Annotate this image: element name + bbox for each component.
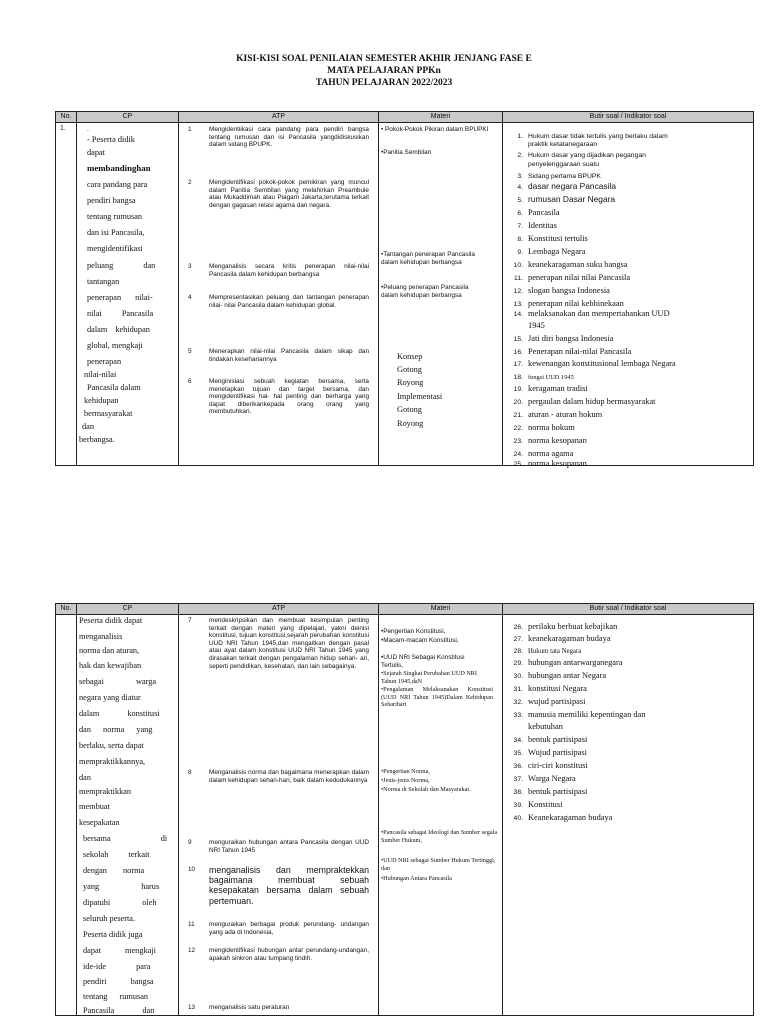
cp-line: berbangsa. xyxy=(79,435,115,444)
atp-item: Mengidentifikasi pokok-pokok pemikiran yang muncul dalam Panitia Sembilan yang melahirkan Preambule atau Mukaddimah atau Piagam Jakarta,terutama terkait dengan gagasan relasi agama dan negara. xyxy=(209,179,369,209)
atp-item: menguraikan hubungan antara Pancasila dengan UUD NRI Tahun 1945 xyxy=(209,839,369,854)
cp-line: pendiri bangsa xyxy=(87,196,136,205)
butir-item: 8. Konstitusi tertulis xyxy=(517,234,588,243)
cp-cell xyxy=(77,615,179,1016)
atp-number: 8 xyxy=(188,769,192,776)
butir-item: 35. Wujud partisipasi xyxy=(513,748,587,757)
butir-item: 20. pergaulan dalam hidup bermasyarakat xyxy=(513,397,656,406)
cp-line: cara pandang para xyxy=(87,180,148,189)
cp-line: . xyxy=(87,126,89,133)
butir-item: 30. hubungan antar Negara xyxy=(513,671,607,680)
materi-item: Royong xyxy=(397,419,424,428)
materi-item: Implementasi xyxy=(397,392,443,401)
header-no: No. xyxy=(56,604,77,615)
atp-number: 7 xyxy=(188,617,192,624)
atp-number: 11 xyxy=(188,921,195,928)
butir-item: penyelenggaraan suatu xyxy=(528,161,600,168)
cp-line: berlaku, serta dapat xyxy=(79,741,144,750)
cp-line: membuat xyxy=(79,802,110,811)
header-butir: Butir soal / Indikator soal xyxy=(503,604,754,615)
cp-line: dengan norma xyxy=(83,866,145,875)
header-cp: CP xyxy=(77,112,179,123)
butir-item: 15. Jati diri bangsa Indonesia xyxy=(513,334,614,343)
atp-number: 5 xyxy=(188,348,192,355)
cp-line: kesepakatan xyxy=(79,818,120,827)
cp-line: dan isi Pancasila, xyxy=(87,228,145,237)
butir-item: 34. bentuk partisipasi xyxy=(513,735,588,744)
butir-item: 39. Konstitusi xyxy=(513,800,563,809)
row-number: 1. xyxy=(60,125,66,132)
table-row xyxy=(56,615,754,1016)
cp-line: yang harus xyxy=(83,882,160,891)
row-number-cell xyxy=(56,123,77,466)
cp-line: mempraktikkannya, xyxy=(79,757,146,766)
atp-item: Menerapkan nilai-nilai Pancasila dalam sikap dan tindakan kesehariannya xyxy=(209,348,369,363)
atp-item: Menginisiasi sebuah kegiatan bersama, serta menetapkan tujuan dan target bersama, dan mengidentifikasi hal- hal penting dan berharga yang dapat diberikankepada orang orang yang membutuhkan. xyxy=(209,378,369,416)
butir-item: 12. slogan bangsa Indonesia xyxy=(513,286,610,295)
cp-line: mempraktikkan xyxy=(79,787,132,796)
cp-line: tentang rumusan xyxy=(83,992,149,1001)
cp-line: hak dan kewajiban xyxy=(79,661,142,670)
butir-item: 31. konstitusi Negara xyxy=(513,684,587,693)
table-header-row xyxy=(56,604,754,615)
cp-line: sebagai warga xyxy=(79,677,157,686)
cp-line: kehidupan xyxy=(84,396,119,405)
cp-line: norma dan aturan, xyxy=(79,646,140,655)
cp-line: dipatuhi oleh xyxy=(83,898,157,907)
atp-number: 3 xyxy=(188,263,192,270)
materi-item: •Jenis-jenis Norma, xyxy=(381,777,430,784)
materi-item: •Pengalaman Melaksanakan Konstitusi (UUD NRI Tahun 1945)Dalam Kehidupan Seharihari xyxy=(381,686,493,709)
materi-item: Gotong xyxy=(397,405,422,414)
table-header-row xyxy=(56,112,754,123)
table-row xyxy=(56,123,754,466)
cp-line: tentang rumusan xyxy=(87,212,143,221)
butir-item: 22. norma hokum xyxy=(513,423,575,432)
cp-line: dapat xyxy=(87,148,105,157)
cp-line: dalam kehidupan xyxy=(87,325,150,334)
butir-item: 21. aturan - aturan hokum xyxy=(513,410,603,419)
atp-number: 9 xyxy=(188,839,192,846)
butir-item: 24. norma agama xyxy=(513,449,574,458)
materi-item: • Pokok-Pokok Pikiran dalam BPUPKI xyxy=(381,126,489,133)
materi-item: •Macam-macam Konstitusi, xyxy=(381,637,459,644)
butir-item: 40. Keanekaragaman budaya xyxy=(513,813,613,822)
butir-item: 19. keragaman tradisi xyxy=(513,384,588,393)
butir-item: 1. Hukum dasar tidak tertulis yang berlaku dalam xyxy=(517,133,668,140)
kisi-kisi-table-2 xyxy=(55,603,754,1016)
butir-item: 37. Warga Negara xyxy=(513,774,576,783)
butir-item: 6. Pancasila xyxy=(517,208,560,217)
butir-item: 27. keanekaragaman budaya xyxy=(513,634,611,643)
butir-item: kebutuhan xyxy=(528,722,563,731)
butir-item: 1945 xyxy=(528,321,545,330)
materi-item: •Sejarah Singkat Perubahan UUD NRI Tahun 1945,daN xyxy=(381,670,477,685)
header-materi: Materi xyxy=(379,604,503,615)
atp-number: 12 xyxy=(188,947,196,954)
atp-item: mendeskripsikan dan membuat kesimpulan penting terkait dengan materi yang dipelajari, yakni deinisi konstitusi, tujuan konstitusi,sejarah perubahan konstitusi UUD NRI Tahun 1945,dan mengaitkan dengan pasal atau ayat dalam konstitusi UUD NRI Tahun 1945 yang dirasakan terkait dengan pengalaman hidup sehari- ari, seperti pendidikan, kesehatan, dan lain sebagainya. xyxy=(209,617,369,670)
cp-line: nilai Pancasila xyxy=(87,309,154,318)
butir-item: 29. hubungan antarwarganegara xyxy=(513,658,623,667)
cp-line: penerapan xyxy=(87,357,122,366)
cp-line: Peserta didik dapat xyxy=(79,616,143,625)
butir-item: 10. keanekaragaman suku bangsa xyxy=(513,260,628,269)
atp-cell xyxy=(179,123,379,466)
materi-item: •Pengertian Norma, xyxy=(381,768,430,775)
cp-line: bersama di xyxy=(83,834,168,843)
cp-line: mengidentifikasi xyxy=(87,244,143,253)
butir-item: 4. dasar negara Pancasila xyxy=(517,181,616,191)
butir-item: 36. ciri-ciri konstitusi xyxy=(513,761,588,770)
atp-number: 6 xyxy=(188,378,192,385)
butir-item: 23. norma kesopanan xyxy=(513,436,587,445)
atp-item: Mengidentiikasi cara pandang para pendiri bangsa tentang rumusan dan isi Pancasila yangdidiskusikan dalam sidang BPUPK. xyxy=(209,126,369,149)
butir-item: 11. penerapan nilai nilai Pancasila xyxy=(514,273,631,282)
butir-item: 13. penerapan nilai kebhinekaan xyxy=(513,299,624,308)
materi-item: Gotong xyxy=(397,365,422,374)
cp-line: Peserta didik juga xyxy=(83,930,143,939)
materi-item: •Hubungan Antara Pancasila xyxy=(381,875,452,882)
cp-line: penerapan nilai- xyxy=(87,293,153,302)
butir-cell xyxy=(503,615,754,1016)
butir-item: 9. Lembaga Negara xyxy=(517,247,586,256)
materi-item: Konsep xyxy=(397,352,423,361)
butir-item: 32. wujud partisipasi xyxy=(513,697,586,706)
atp-number: 13 xyxy=(188,1004,196,1011)
butir-item: 14. melaksanakan dan mempertahankan UUD xyxy=(513,309,670,318)
materi-item: •Panitia Sembilan xyxy=(381,149,432,156)
atp-cell xyxy=(179,615,379,1016)
atp-item: Menganalisis secara kritis penerapan nilai-nilai Pancasila dalam kehidupan berbangsa xyxy=(209,263,369,278)
cp-line: tantangan xyxy=(87,277,120,286)
cp-line: membandinghan xyxy=(87,163,151,173)
cp-line: dan xyxy=(79,773,91,782)
butir-item: praktik ketatanegaraan xyxy=(528,141,598,148)
cp-line: dan xyxy=(82,422,94,431)
title-line-3: TAHUN PELAJARAN 2022/2023 xyxy=(315,78,453,88)
butir-item: 38. bentuk partisipasi xyxy=(513,787,588,796)
cp-line: negara yang diatur xyxy=(79,693,141,702)
materi-item: Royong xyxy=(397,378,424,387)
header-atp: ATP xyxy=(179,604,379,615)
cp-line: menganalisis xyxy=(79,632,123,641)
cp-line: bermasyarakat xyxy=(84,409,133,418)
cp-line: Pancasila dan xyxy=(83,1006,155,1015)
atp-number: 10 xyxy=(188,866,196,873)
materi-item: •Peluang penerapan Pancasila dalam kehidupan berbangsa xyxy=(381,284,469,299)
cp-line: dalam konstitusi xyxy=(79,709,160,718)
kisi-kisi-table-1 xyxy=(55,111,754,466)
header-atp: ATP xyxy=(179,112,379,123)
cp-line: pendiri bangsa xyxy=(83,977,154,986)
cp-line: peluang dan xyxy=(87,261,156,270)
butir-item: 7. Identitas xyxy=(517,221,557,230)
cp-line: dan norma yang xyxy=(79,725,153,734)
butir-item: 18. fungsi UUD 1945 xyxy=(513,374,574,381)
atp-item: menguraikan berbagai produk perundang- undangan yang ada di Indonesia, xyxy=(209,921,369,936)
atp-number: 1 xyxy=(188,126,192,133)
butir-item: 2. Hukum dasar yang dijadikan pegangan xyxy=(517,152,646,159)
butir-item: 33. manusia memiliki kepentingan dan xyxy=(513,710,646,719)
butir-item: 5.rumusan Dasar Negara xyxy=(517,194,616,204)
cp-line: global, mengkaji xyxy=(87,341,143,350)
materi-item: •UUD NRI Sebagai Konstitusi Tertulis, xyxy=(381,654,465,669)
row-number-cell xyxy=(56,615,77,1016)
butir-cell xyxy=(503,123,754,466)
atp-item: mengidentifikasi hubungan antar perundang-undangan, apakah sinkron atau tumpang tindih. xyxy=(209,947,369,962)
cp-cell xyxy=(77,123,179,466)
cp-line: sekolah terkait xyxy=(83,850,150,859)
materi-item: •Pancasila sebagai Ideologi dan Sumber segala Sumber Hukum, xyxy=(381,829,498,844)
butir-item: 25. norma kesopanan xyxy=(513,459,587,468)
title-line-2: MATA PELAJARAN PPKn xyxy=(327,66,441,76)
materi-item: •Pengertian Konstitusi, xyxy=(381,628,446,635)
header-cp: CP xyxy=(77,604,179,615)
cp-line: Pancasila dalam xyxy=(87,383,141,392)
materi-item: •Tantangan penerapan Pancasila dalam kehidupan berbangsa xyxy=(381,251,475,266)
cp-line: - Peserta didik xyxy=(87,135,135,144)
atp-number: 4 xyxy=(188,294,192,301)
butir-item: 3. Sidang pertama BPUPK xyxy=(517,173,601,180)
cp-line: seluruh peserta. xyxy=(83,914,136,923)
butir-item: 28. Hukum tata Negara xyxy=(513,648,582,655)
header-butir: Butir soal / Indikator soal xyxy=(503,112,754,123)
atp-item: Mempresentasikan peluang dan tantangan penerapan nilai- nilai Pancasila dalam kehidupan global. xyxy=(209,294,369,309)
cp-line: nilai-nilai xyxy=(84,370,117,379)
materi-cell xyxy=(379,615,503,1016)
butir-item: 16. Penerapan nilai-nilai Pancasila xyxy=(513,347,632,356)
atp-item: menganalisis satu peraturan xyxy=(209,1004,290,1011)
header-materi: Materi xyxy=(379,112,503,123)
materi-cell xyxy=(379,123,503,466)
title-line-1: KISI-KISI SOAL PENILAIAN SEMESTER AKHIR JENJANG FASE E xyxy=(236,54,532,64)
cp-line: dapat mengkaji xyxy=(83,946,156,955)
atp-number: 2 xyxy=(188,179,192,186)
atp-item: menganalisis dan mempraktekkan bagaimana membuat sebuah kesepakatan bersama dalam sebuah pertemuan. xyxy=(209,865,369,906)
butir-item: 17. kewenangan konstitusional lembaga Negara xyxy=(513,359,676,368)
cp-line: ide-ide para xyxy=(83,962,151,971)
materi-item: •UUD NRI sebagai Sumber Hukum Tertinggi, dan xyxy=(381,857,496,872)
atp-item: Menganalisis norma dan bagaimana menerapkan dalam dalam kehidupan sehari-hari, baik dalam kedudukannya xyxy=(209,769,369,784)
butir-item: 26. perilaku berbuat kebajikan xyxy=(513,622,618,631)
materi-item: •Norma di Sekolah dan Masyarakat. xyxy=(381,786,471,793)
header-no: No. xyxy=(56,112,77,123)
